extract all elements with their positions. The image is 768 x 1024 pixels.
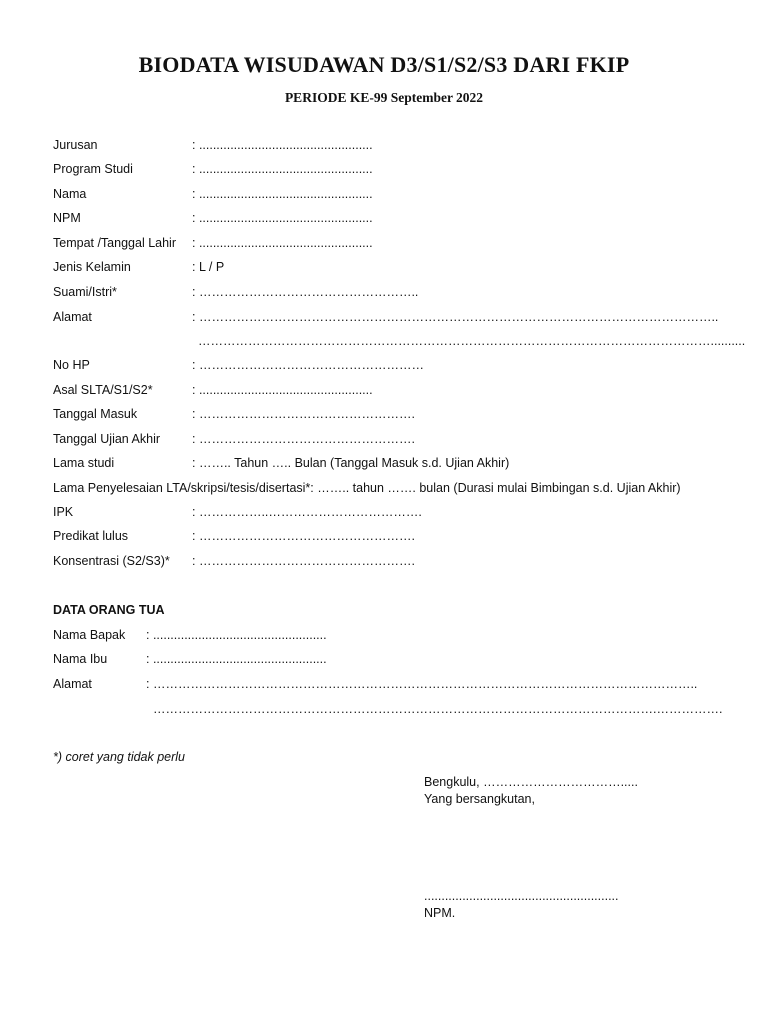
field-row-suami-istri: [0, 285, 768, 303]
field-value: : ..................................................: [192, 236, 373, 250]
field-label: Nama Bapak: [53, 628, 126, 642]
field-row-ipk: [0, 505, 768, 523]
field-label: IPK: [53, 505, 74, 519]
field-value-line2: ………………………………………………………………………………………………………….…………….: [153, 702, 723, 716]
field-row-program-studi: [0, 162, 768, 180]
field-value: : ……………………………………………..: [192, 285, 419, 299]
field-value: : …………………………………………….: [192, 407, 415, 421]
section-heading: DATA ORANG TUA: [53, 603, 165, 617]
signature-npm-label: NPM.: [424, 906, 456, 920]
field-row-lama-penyelesaian: [0, 481, 768, 499]
field-value: : ……………..……………………………….: [192, 505, 422, 519]
field-label: Alamat: [53, 677, 92, 691]
field-row-alamat: [0, 310, 768, 328]
parent-row-alamat-line2: [0, 702, 768, 720]
field-row-tanggal-ujian-akhir: [0, 432, 768, 450]
field-label: Asal SLTA/S1/S2*: [53, 383, 153, 397]
field-label: Tempat /Tanggal Lahir: [53, 236, 176, 250]
parent-row-alamat: [0, 677, 768, 695]
field-value: : …………………………………………….: [192, 529, 415, 543]
field-value: : ..................................................: [146, 628, 327, 642]
field-value: : …………………………………………….: [192, 432, 415, 446]
field-value: : ..................................................: [146, 652, 327, 666]
parent-row-nama-bapak: [0, 628, 768, 646]
parent-section-heading-row: [0, 603, 768, 621]
page-title: BIODATA WISUDAWAN D3/S1/S2/S3 DARI FKIP: [138, 52, 630, 77]
field-row-konsentrasi: [0, 554, 768, 572]
field-row-asal-slta: [0, 383, 768, 401]
field-value: : ………………………………………………: [192, 358, 424, 372]
signature-line: ........................................................: [424, 889, 619, 903]
field-label: Jenis Kelamin: [53, 260, 131, 274]
field-value: : ……………………………………………………………………………………………………………..: [192, 310, 719, 324]
field-value: : L / P: [192, 260, 225, 274]
signature-role: Yang bersangkutan,: [424, 792, 535, 806]
field-value: : …………………………………………….: [192, 554, 415, 568]
parent-row-nama-ibu: [0, 652, 768, 670]
field-row-tempat-tanggal-lahir: [0, 236, 768, 254]
field-value: : …………………………………………………………………………………………………………………..: [146, 677, 698, 691]
field-label: Nama: [53, 187, 87, 201]
field-label: Lama studi: [53, 456, 115, 470]
field-label: Tanggal Masuk: [53, 407, 138, 421]
field-row-alamat-line2: [0, 334, 768, 352]
field-value: : ..................................................: [192, 211, 373, 225]
field-value: : ..................................................: [192, 383, 373, 397]
period-subtitle: PERIODE KE-99 September 2022: [284, 90, 484, 105]
field-value: : …….. Tahun ….. Bulan (Tanggal Masuk s.d. Ujian Akhir): [192, 456, 510, 470]
field-row-npm: [0, 211, 768, 229]
field-row-predikat-lulus: [0, 529, 768, 547]
field-row-jurusan: [0, 138, 768, 156]
field-value: : ..................................................: [192, 162, 373, 176]
field-label: Jurusan: [53, 138, 98, 152]
footnote: *) coret yang tidak perlu: [53, 750, 186, 764]
field-label: Nama Ibu: [53, 652, 108, 666]
field-label: Alamat: [53, 310, 92, 324]
field-label: Tanggal Ujian Akhir: [53, 432, 161, 446]
field-row-tanggal-masuk: [0, 407, 768, 425]
field-label: No HP: [53, 358, 90, 372]
field-value: : ..................................................: [192, 187, 373, 201]
field-full-line: Lama Penyelesaian LTA/skripsi/tesis/disertasi*: …….. tahun ……. bulan (Durasi mulai Bimbingan s.d. Ujian Akhir): [53, 481, 681, 495]
field-value-line2: ……………………………………………………………………………………………………………..........: [198, 334, 746, 348]
field-label: NPM: [53, 211, 81, 225]
field-label: Program Studi: [53, 162, 133, 176]
signature-place-date: Bengkulu, …………………………….....: [424, 775, 638, 789]
field-label: Konsentrasi (S2/S3)*: [53, 554, 170, 568]
field-row-no-hp: [0, 358, 768, 376]
field-value: : ..................................................: [192, 138, 373, 152]
field-label: Predikat lulus: [53, 529, 129, 543]
field-row-jenis-kelamin: [0, 260, 768, 278]
field-row-nama: [0, 187, 768, 205]
field-label: Suami/Istri*: [53, 285, 117, 299]
field-row-lama-studi: [0, 456, 768, 474]
